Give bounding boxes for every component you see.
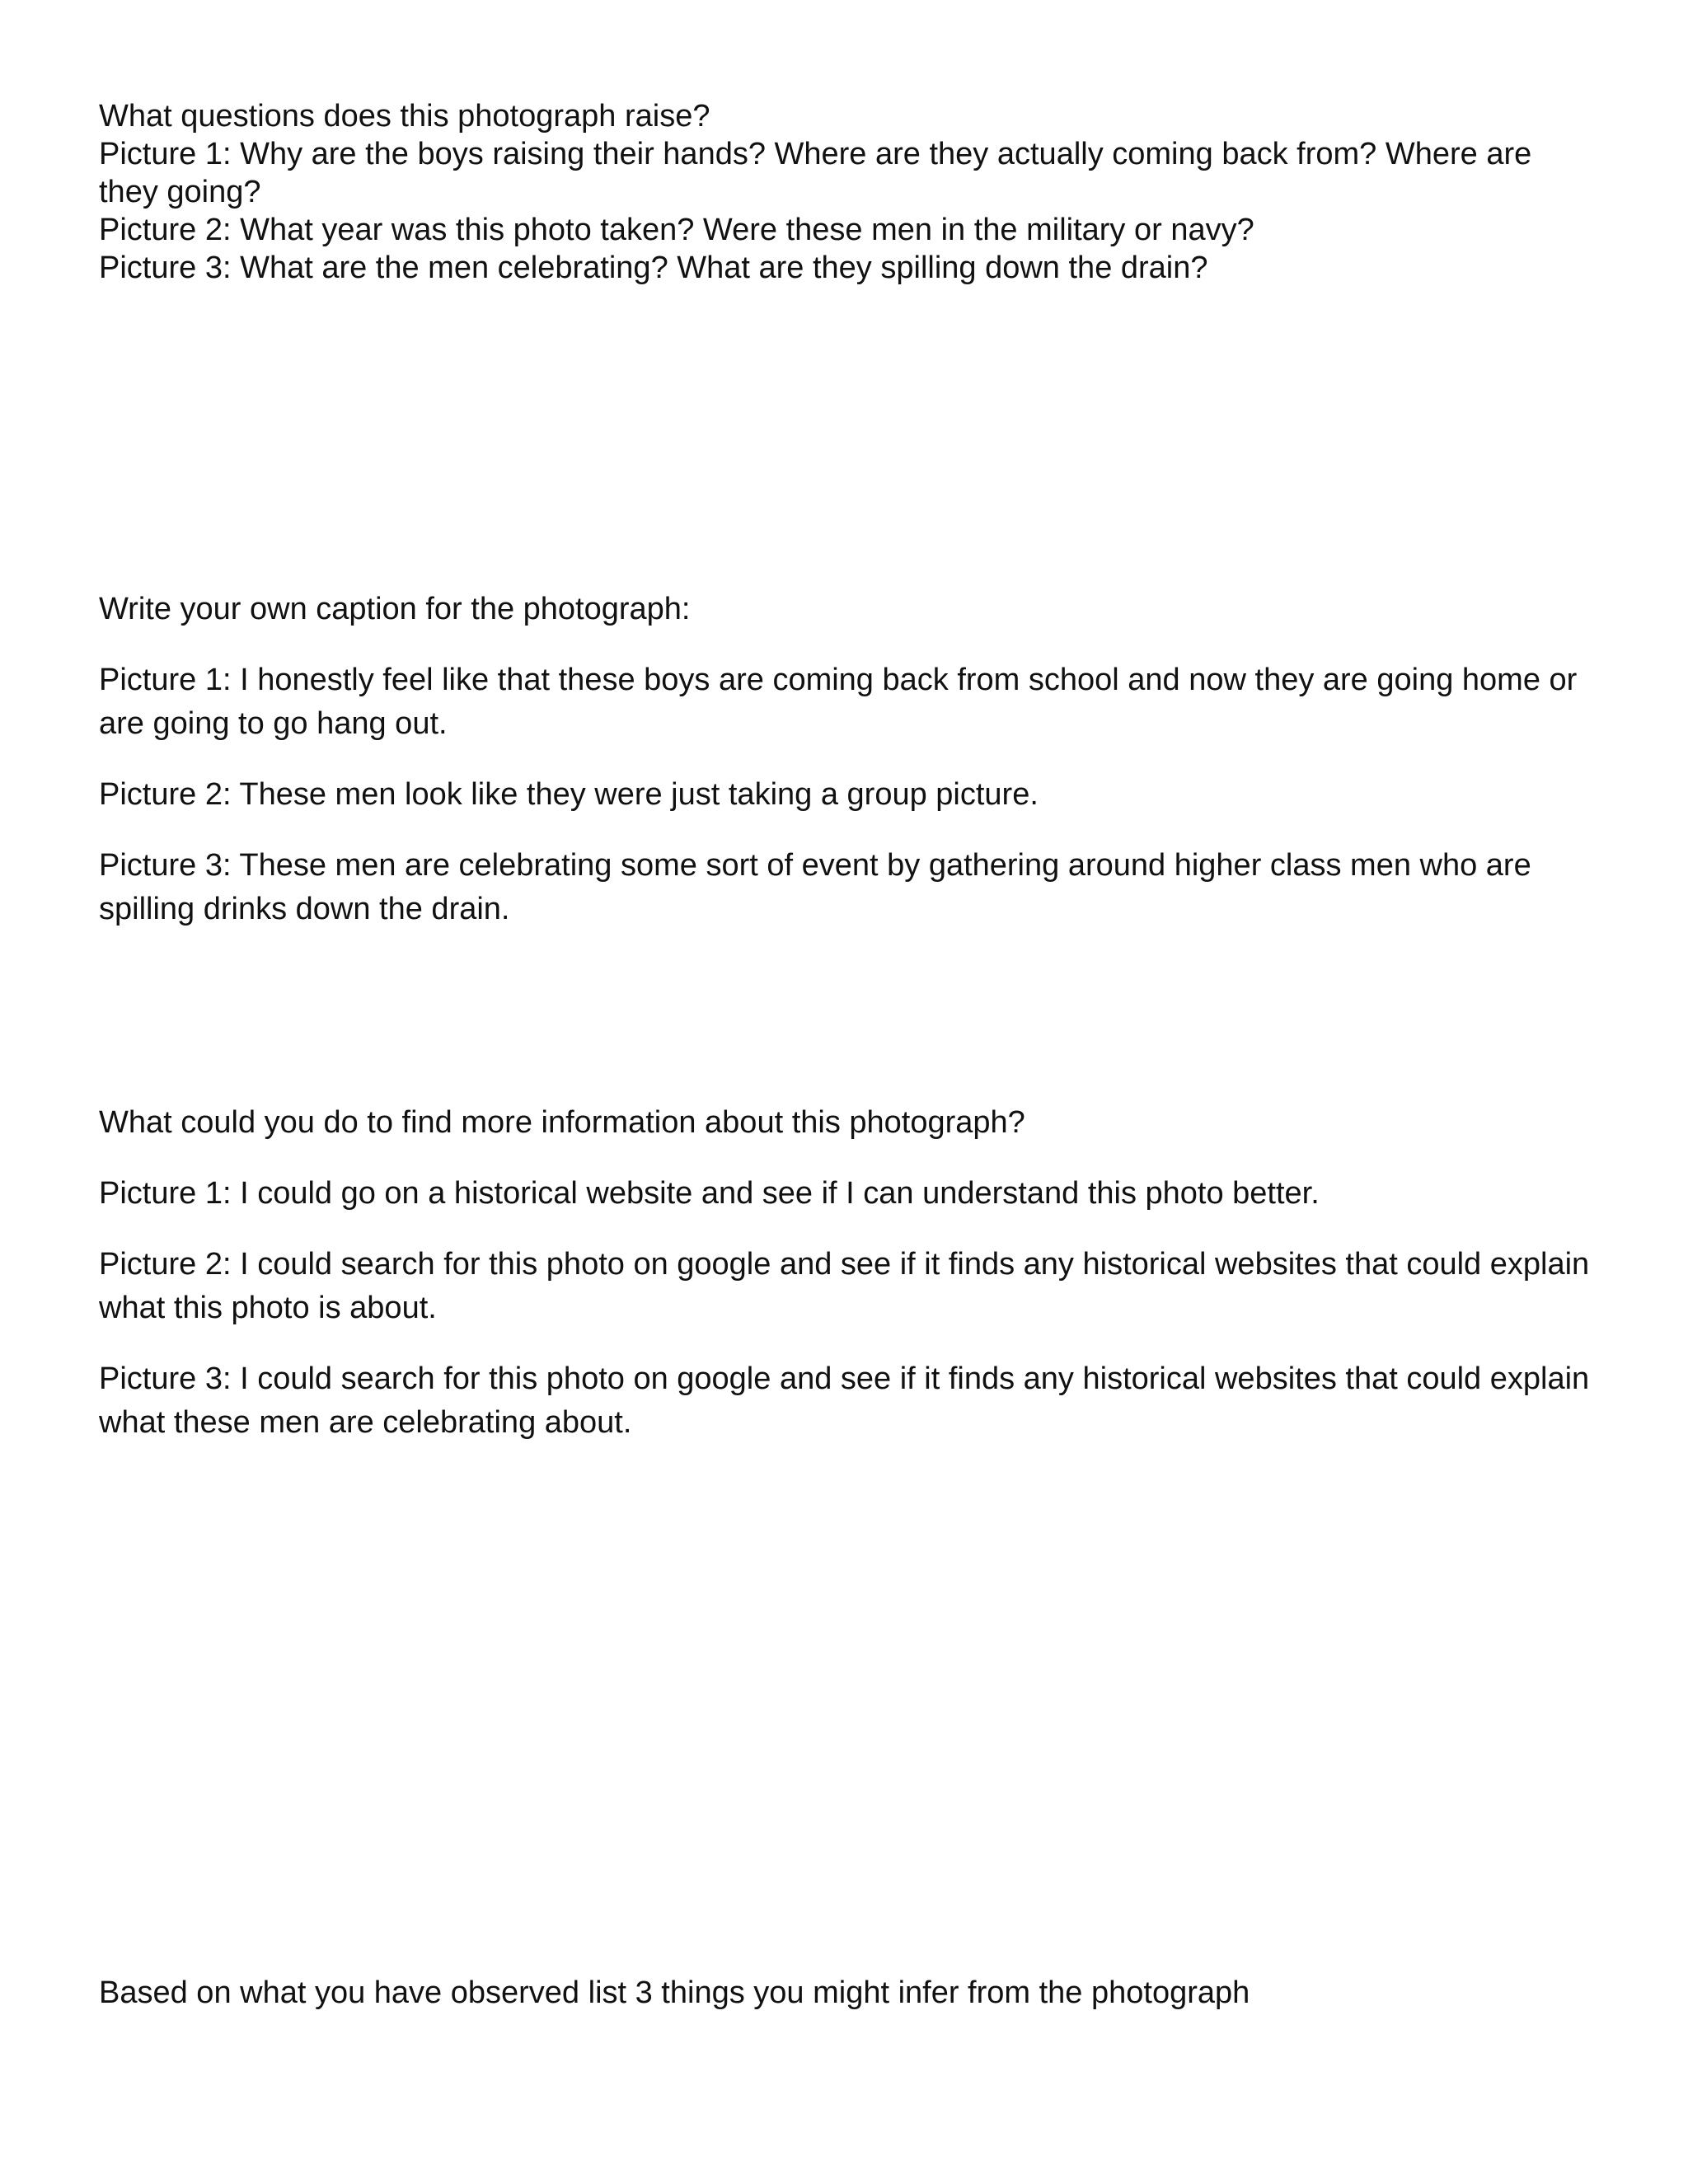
- more-info-picture-2: Picture 2: I could search for this photo on google and see if it finds any historical websites that could explain what this photo is about.: [99, 1247, 1590, 1325]
- more-info-heading: What could you do to find more information about this photograph?: [99, 1105, 1025, 1140]
- caption-section: [99, 588, 1591, 958]
- caption-heading: Write your own caption for the photograph:: [99, 592, 691, 626]
- questions-picture-3: Picture 3: What are the men celebrating? What are they spilling down the drain?: [99, 251, 1208, 285]
- questions-picture-1: Picture 1: Why are the boys raising their hands? Where are they actually coming back from? Where are they going?: [99, 137, 1532, 209]
- more-info-picture-3: Picture 3: I could search for this photo on google and see if it finds any historical websites that could explain what these men are celebrating about.: [99, 1361, 1590, 1440]
- questions-heading: What questions does this photograph raise?: [99, 99, 710, 134]
- caption-picture-1: Picture 1: I honestly feel like that these boys are coming back from school and now they are going home or are going to go hang out.: [99, 663, 1578, 741]
- questions-section: [99, 97, 1591, 287]
- more-info-picture-1: Picture 1: I could go on a historical website and see if I can understand this photo better.: [99, 1176, 1320, 1211]
- infer-heading: Based on what you have observed list 3 things you might infer from the photograph: [99, 1975, 1250, 2010]
- questions-picture-2: Picture 2: What year was this photo taken? Were these men in the military or navy?: [99, 213, 1254, 247]
- more-info-section: [99, 1101, 1591, 1472]
- caption-picture-3: Picture 3: These men are celebrating some sort of event by gathering around higher class men who are spilling drinks down the drain.: [99, 848, 1531, 926]
- caption-picture-2: Picture 2: These men look like they were just taking a group picture.: [99, 777, 1039, 812]
- infer-section: [99, 1971, 1591, 2042]
